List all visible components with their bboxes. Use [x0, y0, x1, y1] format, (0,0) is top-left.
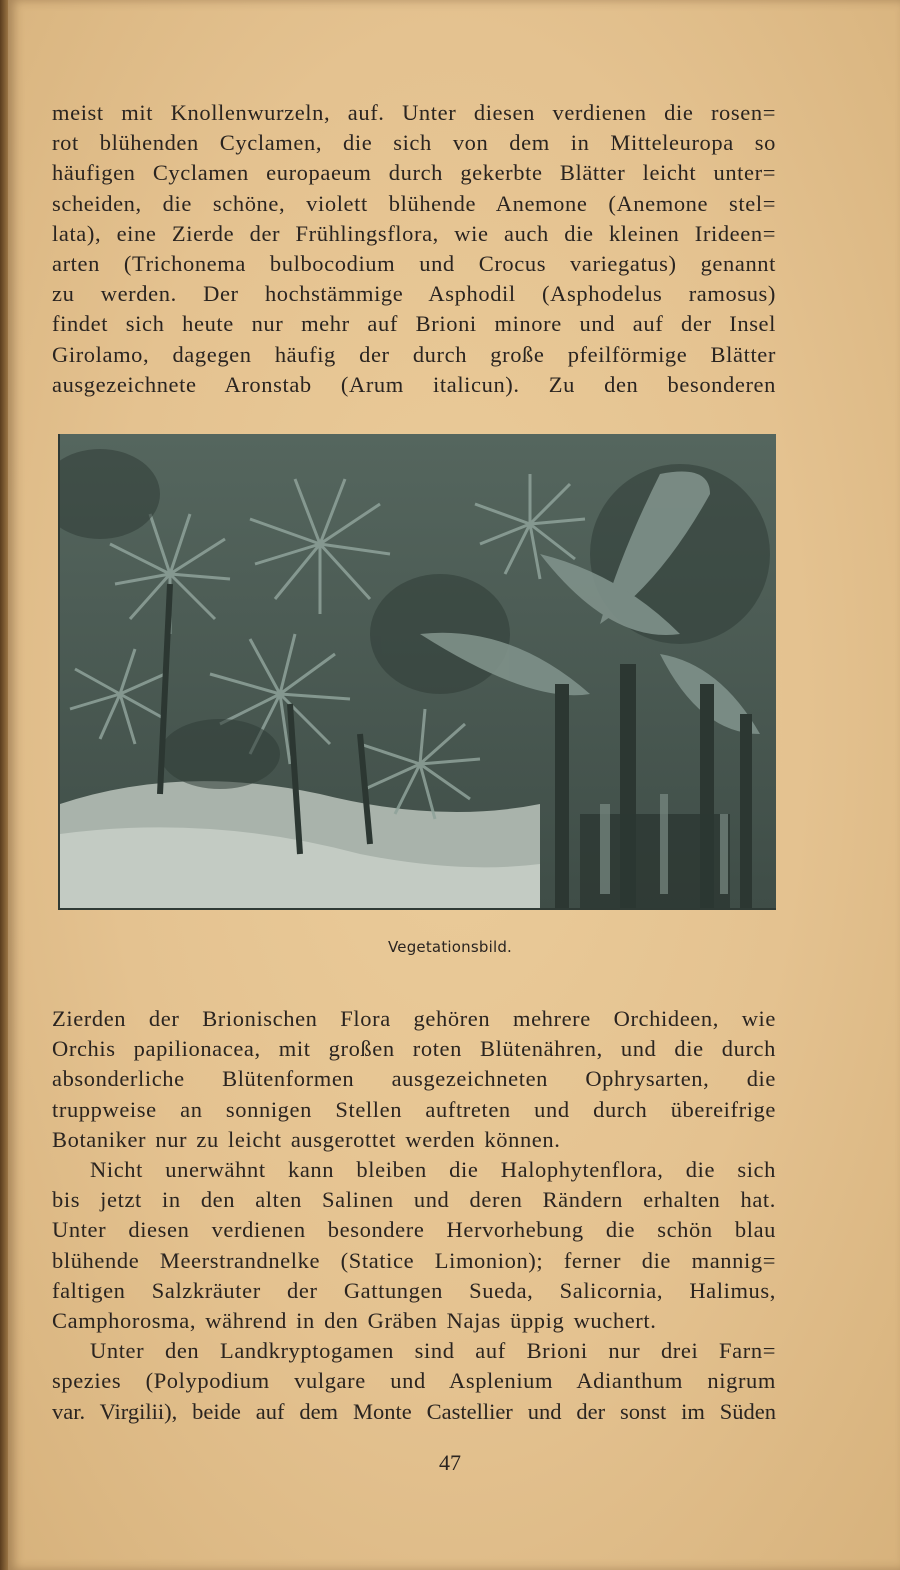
text-line: bis jetzt in den alten Salinen und deren Rändern erhalten hat. — [52, 1187, 776, 1213]
text-line: scheiden, die schöne, violett blühende Anemone (Anemone stel= — [52, 190, 776, 216]
text-line: spezies (Polypodium vulgare und Asplenium Adianthum nigrum — [52, 1368, 776, 1394]
book-spine-shadow — [0, 0, 8, 1570]
text-line: arten (Trichonema bulbocodium und Crocus variegatus) genannt — [52, 251, 776, 277]
text-line: Camphorosma, während in den Gräben Najas üppig wuchert. — [52, 1308, 657, 1334]
paragraph-orchids — [52, 1004, 776, 1155]
vegetation-photo — [58, 434, 776, 910]
text-line: Orchis papilionacea, mit großen roten Blütenähren, und die durch — [52, 1036, 776, 1062]
text-line: Zierden der Brionischen Flora gehören mehrere Orchideen, wie — [52, 1006, 776, 1031]
text-line: var. Virgilii), beide auf dem Monte Castellier und der sonst im Süden — [52, 1398, 776, 1424]
text-line: zu werden. Der hochstämmige Asphodil (Asphodelus ramosus) — [52, 281, 776, 307]
text-line: Unter den Landkryptogamen sind auf Brioni nur drei Farn= — [90, 1338, 776, 1364]
text-line: Unter diesen verdienen besondere Hervorhebung die schön blau — [52, 1217, 776, 1243]
text-line: absonderliche Blütenformen ausgezeichneten Ophrysarten, die — [52, 1066, 776, 1092]
text-line: meist mit Knollenwurzeln, auf. Unter diesen verdienen die rosen= — [52, 100, 776, 125]
text-line: Girolamo, dagegen häufig der durch große pfeilförmige Blätter — [52, 341, 776, 367]
text-line: Nicht unerwähnt kann bleiben die Halophytenflora, die sich — [90, 1157, 776, 1183]
paragraph-halophytes — [52, 1155, 776, 1336]
text-line: faltigen Salzkräuter der Gattungen Sueda, Salicornia, Halimus, — [52, 1277, 776, 1303]
text-line: ausgezeichnete Aronstab (Arum italicun). Zu den besonderen — [52, 371, 776, 397]
text-line: findet sich heute nur mehr auf Brioni minore und auf der Insel — [52, 311, 776, 337]
bottom-text — [52, 1004, 776, 1427]
text-line: rot blühenden Cyclamen, die sich von dem in Mitteleuropa so — [52, 130, 776, 156]
text-line: blühende Meerstrandnelke (Statice Limonion); ferner die mannig= — [52, 1247, 776, 1273]
text-line: lata), eine Zierde der Frühlingsflora, wie auch die kleinen Irideen= — [52, 220, 776, 246]
top-paragraph — [52, 98, 776, 400]
page-number: 47 — [439, 1450, 461, 1475]
text-line: häufigen Cyclamen europaeum durch gekerbte Blätter leicht unter= — [52, 160, 776, 186]
text-line: truppweise an sonnigen Stellen auftreten und durch übereifrige — [52, 1096, 776, 1122]
figure-caption: Vegetationsbild. — [387, 938, 513, 956]
paragraph-cryptogams — [52, 1336, 776, 1427]
text-line: Botaniker nur zu leicht ausgerottet werden können. — [52, 1126, 561, 1152]
